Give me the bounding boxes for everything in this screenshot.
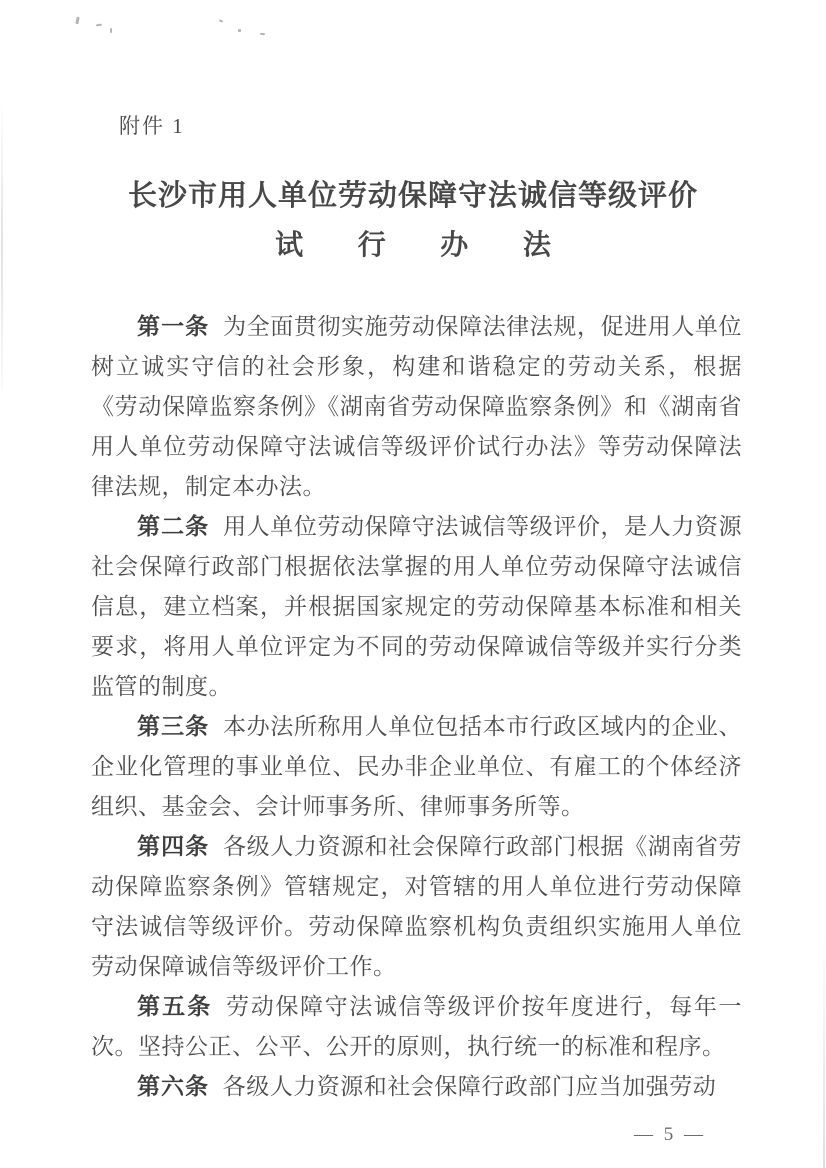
document-title-line1: 长沙市用人单位劳动保障守法诚信等级评价 (127, 180, 698, 212)
article-number: 第一条 (137, 314, 210, 339)
article-text: 各级人力资源和社会保障行政部门根据《湖南省劳动保障监察条例》管辖规定，对管辖的用人单位进行劳动保障守法诚信等级评价。劳动保障监察机构负责组织实施用人单位劳动保障诚信等级评价工作。 (91, 834, 743, 979)
article-paragraph-6 (91, 1067, 742, 1107)
attachment-label: 附件 1 (119, 114, 185, 138)
document-title-line2: 试 行 办 法 (275, 230, 575, 261)
article-number: 第五条 (137, 994, 213, 1019)
scan-artifact-speck (219, 19, 223, 22)
article-number: 第四条 (137, 834, 210, 859)
article-paragraph-3 (91, 707, 742, 827)
article-paragraph-5 (91, 987, 742, 1067)
page-number: — 5 — (634, 1124, 706, 1145)
scan-artifact-speck (110, 28, 112, 33)
document-title (0, 176, 826, 265)
article-number: 第六条 (137, 1074, 209, 1099)
document-body (91, 307, 742, 1107)
article-number: 第三条 (137, 714, 210, 739)
scan-artifact-speck (96, 24, 102, 27)
scan-artifact-speck (260, 33, 265, 35)
scan-artifact-right-edge (823, 930, 825, 1168)
article-paragraph-4 (91, 827, 742, 987)
article-text: 各级人力资源和社会保障行政部门应当加强劳动 (222, 1074, 717, 1099)
article-paragraph-1 (91, 307, 742, 507)
article-text: 本办法所称用人单位包括本市行政区域内的企业、企业化管理的事业单位、民办非企业单位、有雇工的个体经济组织、基金会、会计师事务所、律师事务所等。 (91, 714, 743, 819)
scan-artifact-speck (75, 17, 79, 24)
scan-artifact-speck (238, 29, 241, 32)
article-paragraph-2 (91, 507, 742, 707)
article-text: 劳动保障守法诚信等级评价按年度进行，每年一次。坚持公正、公平、公开的原则，执行统一的标准和程序。 (91, 994, 743, 1059)
article-text: 用人单位劳动保障守法诚信等级评价，是人力资源社会保障行政部门根据依法掌握的用人单位劳动保障守法诚信信息，建立档案，并根据国家规定的劳动保障基本标准和相关要求，将用人单位评定为不同的劳动保障诚信等级并实行分类监管的制度。 (91, 514, 743, 699)
article-text: 为全面贯彻实施劳动保障法律法规，促进用人单位树立诚实守信的社会形象，构建和谐稳定的劳动关系，根据《劳动保障监察条例》《湖南省劳动保障监察条例》和《湖南省用人单位劳动保障守法诚信等级评价试行办法》等劳动保障法律法规，制定本办法。 (91, 314, 743, 499)
article-number: 第二条 (137, 514, 210, 539)
